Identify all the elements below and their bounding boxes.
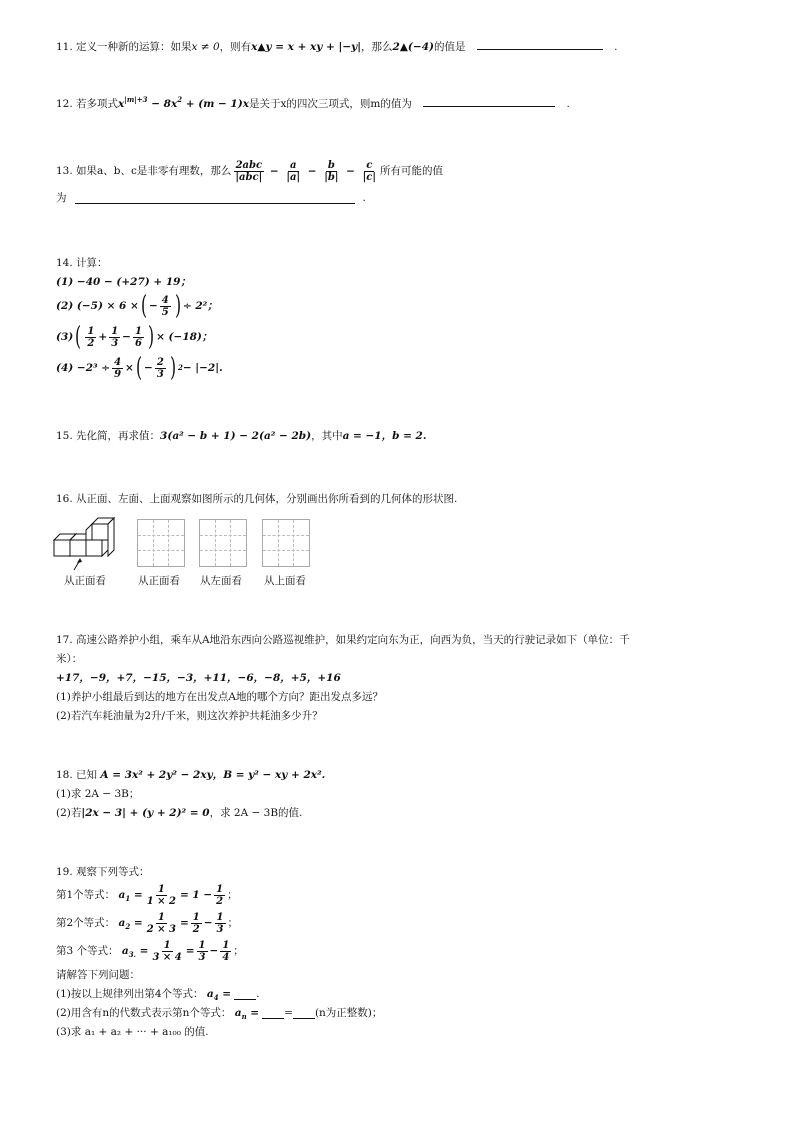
question-16: 16. 从正面、左面、上面观察如图所示的几何体，分别画出你所看到的几何体的形状图. [56,493,458,505]
answer-blank[interactable] [234,988,256,1000]
question-14: 14. 计算： (1) −40 − (+27) + 19； (2) (−5) × 6 × ( − $\frac{4}{5}$ ) ÷ 2²； (3) ( $\frac{1}{2}$ + $\frac{1}{3}$ − $\frac{1}{6}$ ) × (−18)； (4) −2³ ÷ $\frac{4}{9}$ × ( − $\frac{2}{3}$ ) 2 − |−2|. [56,256,223,383]
answer-blank[interactable] [293,1007,315,1019]
question-11: 11. 定义一种新的运算：如果x ≠ 0，则有x▲y = x + xy + |−y|，那么2▲(−4)的值是 . [56,38,618,56]
drawing-grid-left[interactable] [199,519,247,567]
polynomial: $x^{|m|+3} - 8x^2 + (m - 1)x$ [118,95,249,110]
question-19: 19. 观察下列等式： 第1个等式： $a_1$ = $\frac{1}{1 \times 2}$ = 1 − $\frac{1}{2}$ ； 第2个等式： $a_2$ = $\frac{1}{2 \times 3}$ = $\frac{1}{2}$ − $\frac{1}{3}$ ； 第3 个等式： $a_{3.}$ = $\frac{1}{3 \times 4}$ = $\frac{1}{3}$ − $\frac{1}{4}$ ； 请解答下列问题： (1)按以上规律列出第4个等式： $a_4$ = . (2)用含有n的代数式表示第n个等式： $a_n$ = = (n为正整数)； (3)求 a₁ + a₂ + ··· + a₁₀₀ 的值. [56,865,383,1038]
drawing-grid-top[interactable] [262,519,310,567]
cube-solid-figure [48,510,122,572]
answer-blank[interactable] [262,1007,284,1019]
question-18: 18. 已知 A = 3x² + 2y² − 2xy，B = y² − xy + 2x². (1)求 2A − 3B； (2)若 |2x − 3| + (y + 2)² = 0 ，求 2A − 3B的值. [56,768,326,819]
answer-blank[interactable] [477,38,603,50]
question-17: 17. 高速公路养护小组，乘车从A地沿东西向公路巡视维护，如果约定向东为正，向西为负，当天的行驶记录如下（单位：千 米）： +17，−9，+7，−15，−3，+11，−6，−8，+5，+16 (1)养护小组最后到达的地方在出发点A地的哪个方向？距出发点多远？ (2)若汽车耗油量为2升/千米，则这次养护共耗油多少升？ [56,633,630,722]
caption-front: 从正面看 [138,575,180,587]
question-15: 15. 先化简，再求值：3(a² − b + 1) − 2(a² − 2b)，其中a = −1，b = 2. [56,430,427,442]
question-12: 12. 若多项式$x^{|m|+3} - 8x^2 + (m - 1)x$是关于x的四次三项式，则m的值为 . [56,95,570,110]
caption-top: 从上面看 [264,575,306,587]
drawing-grid-front[interactable] [137,519,185,567]
caption-figure: 从正面看 [64,575,106,587]
answer-blank[interactable] [75,192,355,204]
answer-blank[interactable] [423,95,555,107]
caption-left: 从左面看 [200,575,242,587]
fraction-expression: $\frac{\text{2abc}}{\text{|abc|}}$ − $\frac{a}{|a|}$ − $\frac{b}{|b|}$ − $\frac{c}{|c|}$ [235,159,377,183]
question-13: 13. 如果a、b、c是非零有理数，那么 $\frac{\text{2abc}}{\text{|abc|}}$ − $\frac{a}{|a|}$ − $\frac{b}{|b|}$ − $\frac{c}{|c|}$ 所有可能的值 为 . [56,159,444,204]
